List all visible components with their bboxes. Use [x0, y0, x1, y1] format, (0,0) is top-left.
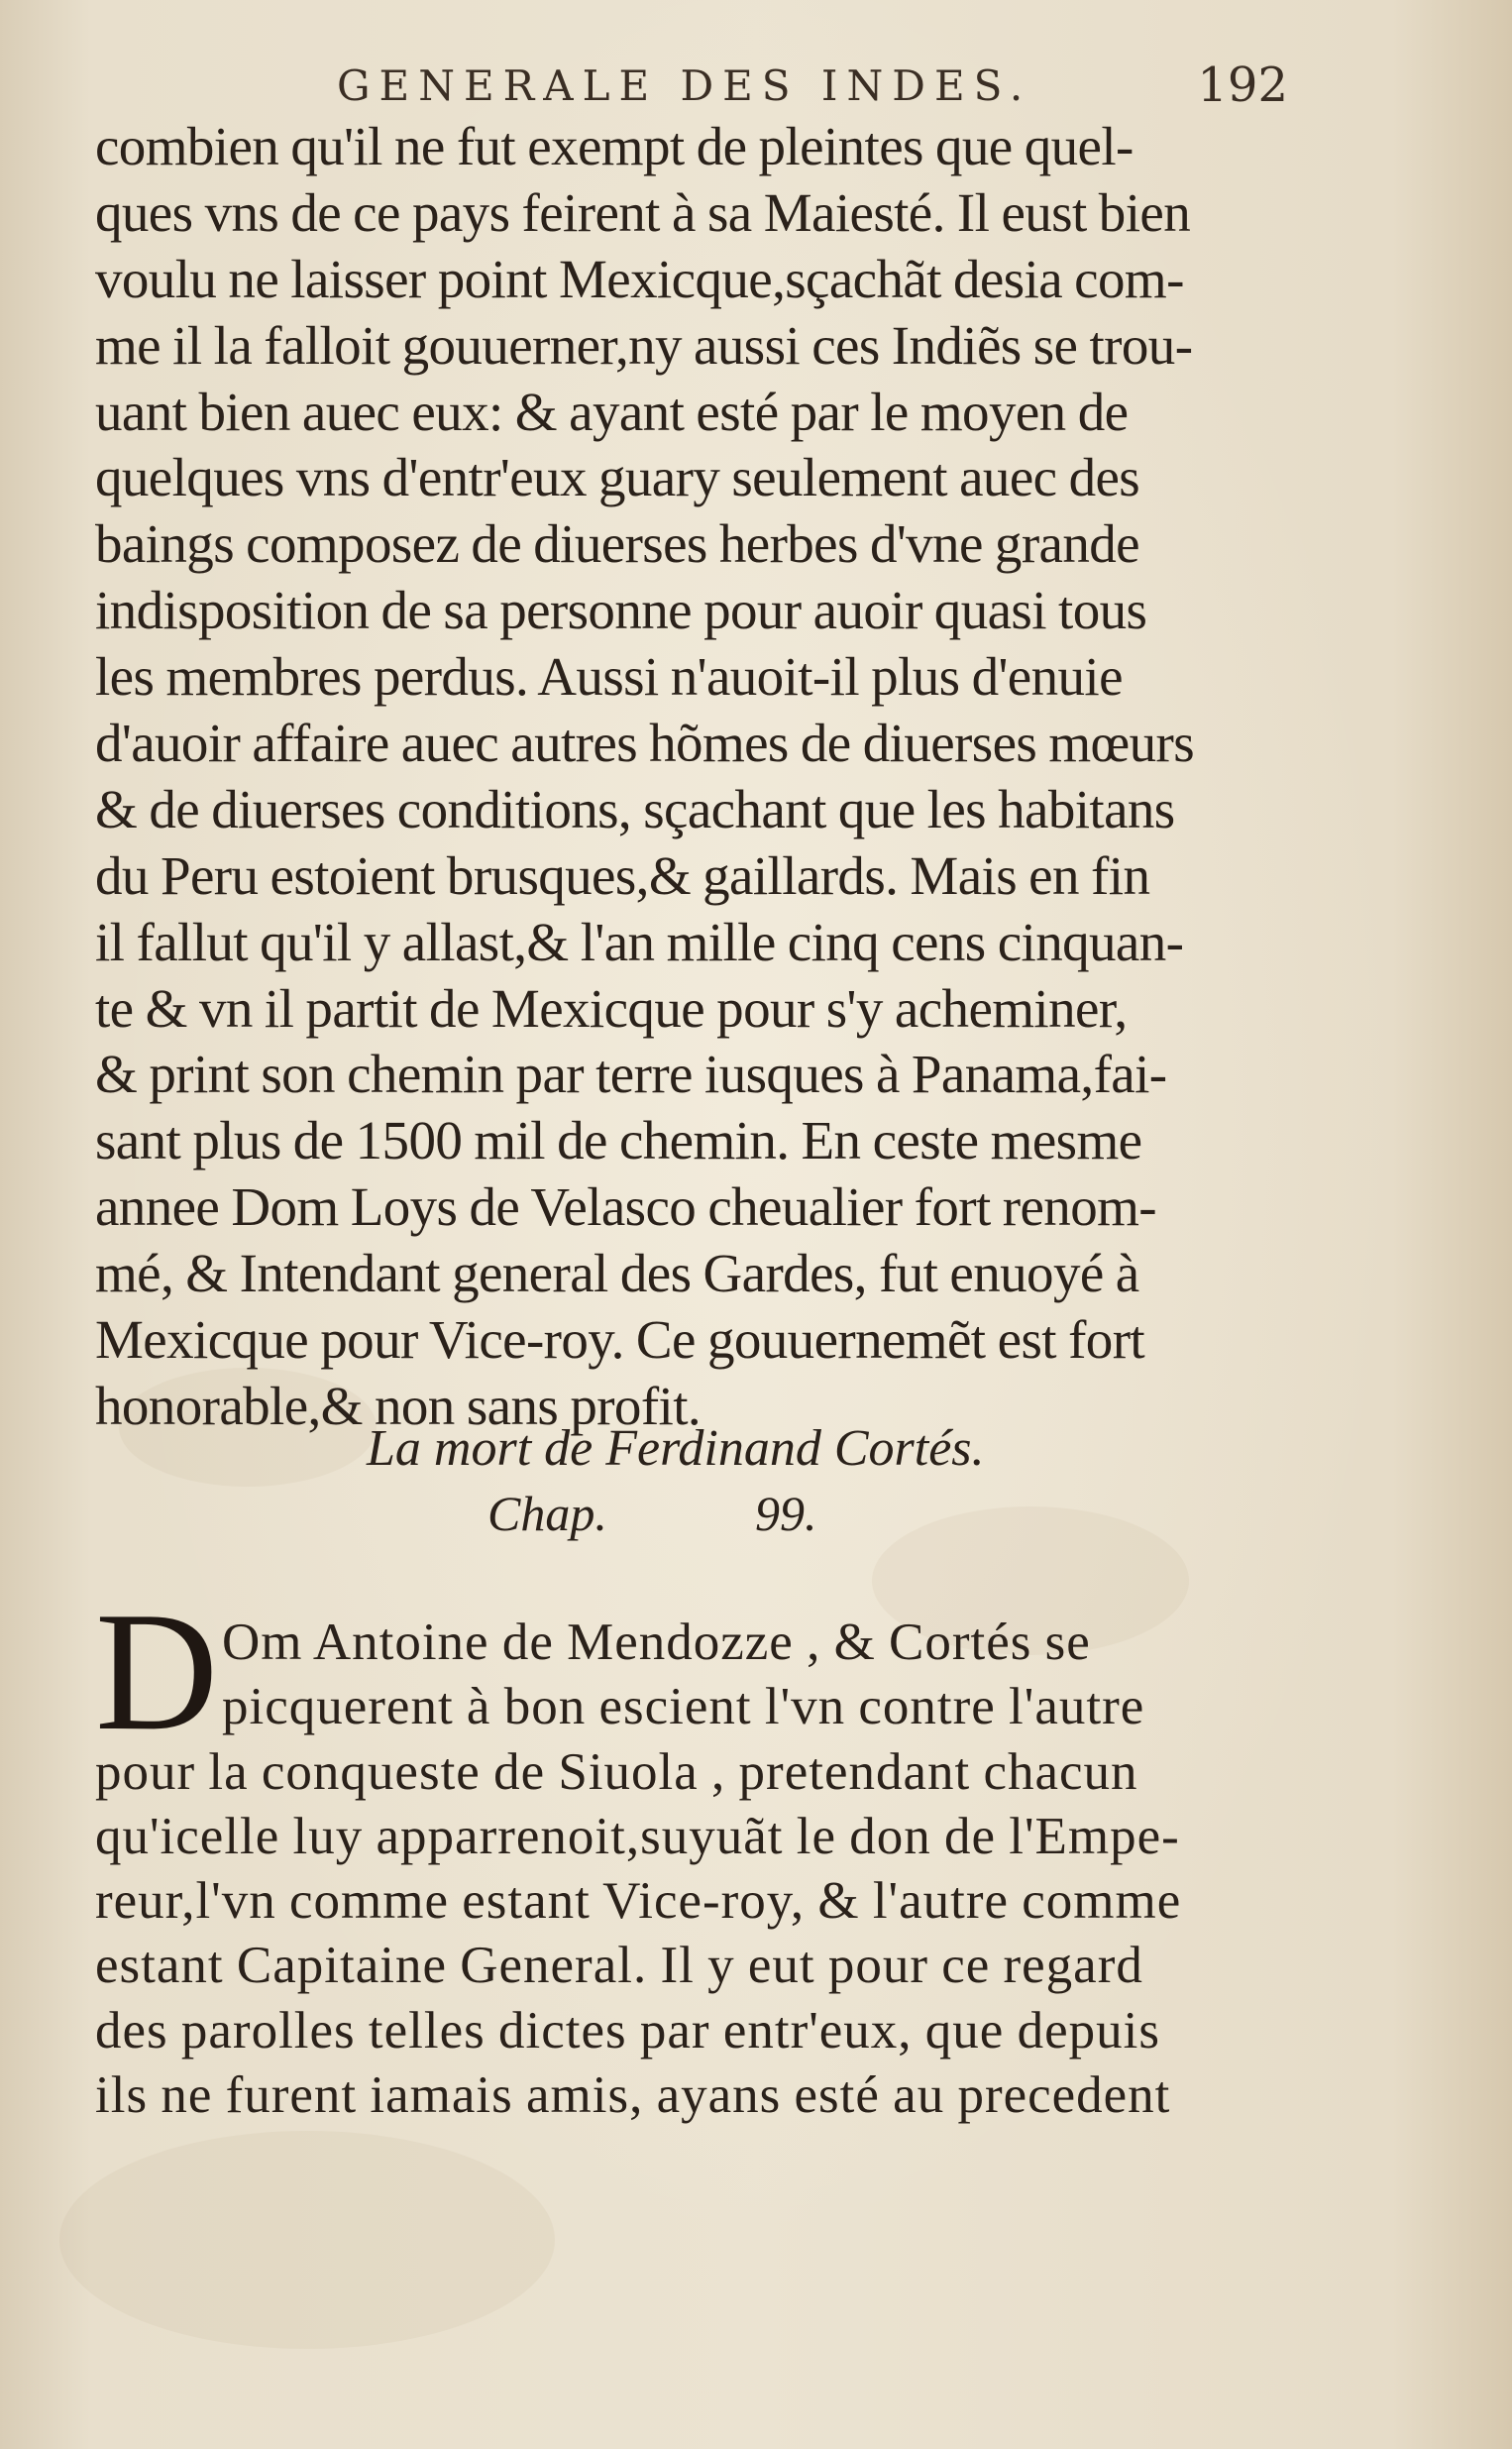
text-line: baings composez de diuerses herbes d'vne grande — [95, 513, 1139, 575]
text-line: pour la conqueste de Siuola , pretendant chacun — [95, 1742, 1138, 1801]
text-line: ques vns de ce pays feirent à sa Maiesté. Il eust bien — [95, 181, 1191, 243]
text-line: combien qu'il ne fut exempt de pleintes que quel- — [95, 116, 1134, 176]
body-text-block-1 — [95, 114, 1284, 1440]
chapter-number: 99. — [755, 1486, 817, 1541]
running-title: GENERALE DES INDES. — [337, 61, 1032, 110]
text-line: honorable,& non sans profit. — [95, 1375, 702, 1436]
text-line: & print son chemin par terre iusques à Panama,fai- — [95, 1044, 1167, 1105]
text-line: me il la falloit gouuerner,ny aussi ces Indiẽs se trou- — [95, 314, 1193, 376]
running-header — [337, 57, 1288, 117]
text-line: indisposition de sa personne pour auoir quasi tous — [95, 580, 1147, 641]
text-line: Om Antoine de Mendozze , & Cortés se — [222, 1614, 1091, 1671]
chapter-label: Chap. — [487, 1486, 607, 1541]
text-line: des parolles telles dictes par entr'eux, que depuis — [95, 2001, 1160, 2059]
text-line: quelques vns d'entr'eux guary seulement auec des — [95, 447, 1140, 508]
text-line: reur,l'vn comme estant Vice-roy, & l'autre comme — [95, 1872, 1182, 1931]
text-line: & de diuerses conditions, sçachant que les habitans — [95, 778, 1175, 839]
text-line: ils ne furent iamais amis, ayans esté au precedent — [95, 2066, 1171, 2125]
text-line: les membres perdus. Aussi n'auoit-il plus d'enuie — [95, 646, 1123, 708]
text-line: estant Capitaine General. Il y eut pour ce regard — [95, 1937, 1143, 1995]
text-line: sant plus de 1500 mil de chemin. En ceste mesme — [95, 1110, 1142, 1171]
text-line: il fallut qu'il y allast,& l'an mille cinq cens cinquan- — [95, 911, 1184, 972]
drop-cap-initial: D — [95, 1578, 219, 1766]
body-text-block-2 — [95, 1611, 1284, 2128]
text-line: te & vn il partit de Mexicque pour s'y acheminer, — [95, 977, 1128, 1039]
text-line: annee Dom Loys de Velasco cheualier fort renom- — [95, 1176, 1157, 1238]
page-number: 192 — [1197, 57, 1288, 113]
text-line: picquerent à bon escient l'vn contre l'autre — [222, 1678, 1145, 1736]
text-line: Mexicque pour Vice-roy. Ce gouuernemẽt est fort — [95, 1309, 1145, 1371]
paper-stain — [59, 2131, 555, 2349]
text-line: uant bien auec eux: & ayant esté par le moyen de — [95, 381, 1129, 442]
text-line: mé, & Intendant general des Gardes, fut enuoyé à — [95, 1243, 1139, 1304]
text-line: voulu ne laisser point Mexicque,sçachãt desia com- — [95, 248, 1184, 309]
text-line: d'auoir affaire auec autres hõmes de diuerses mœurs — [95, 713, 1195, 774]
text-line: qu'icelle luy apparrenoit,suyuãt le don de l'Empe- — [95, 1807, 1180, 1865]
chapter-title: La mort de Ferdinand Cortés. — [367, 1420, 985, 1477]
text-line: du Peru estoient brusques,& gaillards. Mais en fin — [95, 844, 1150, 906]
